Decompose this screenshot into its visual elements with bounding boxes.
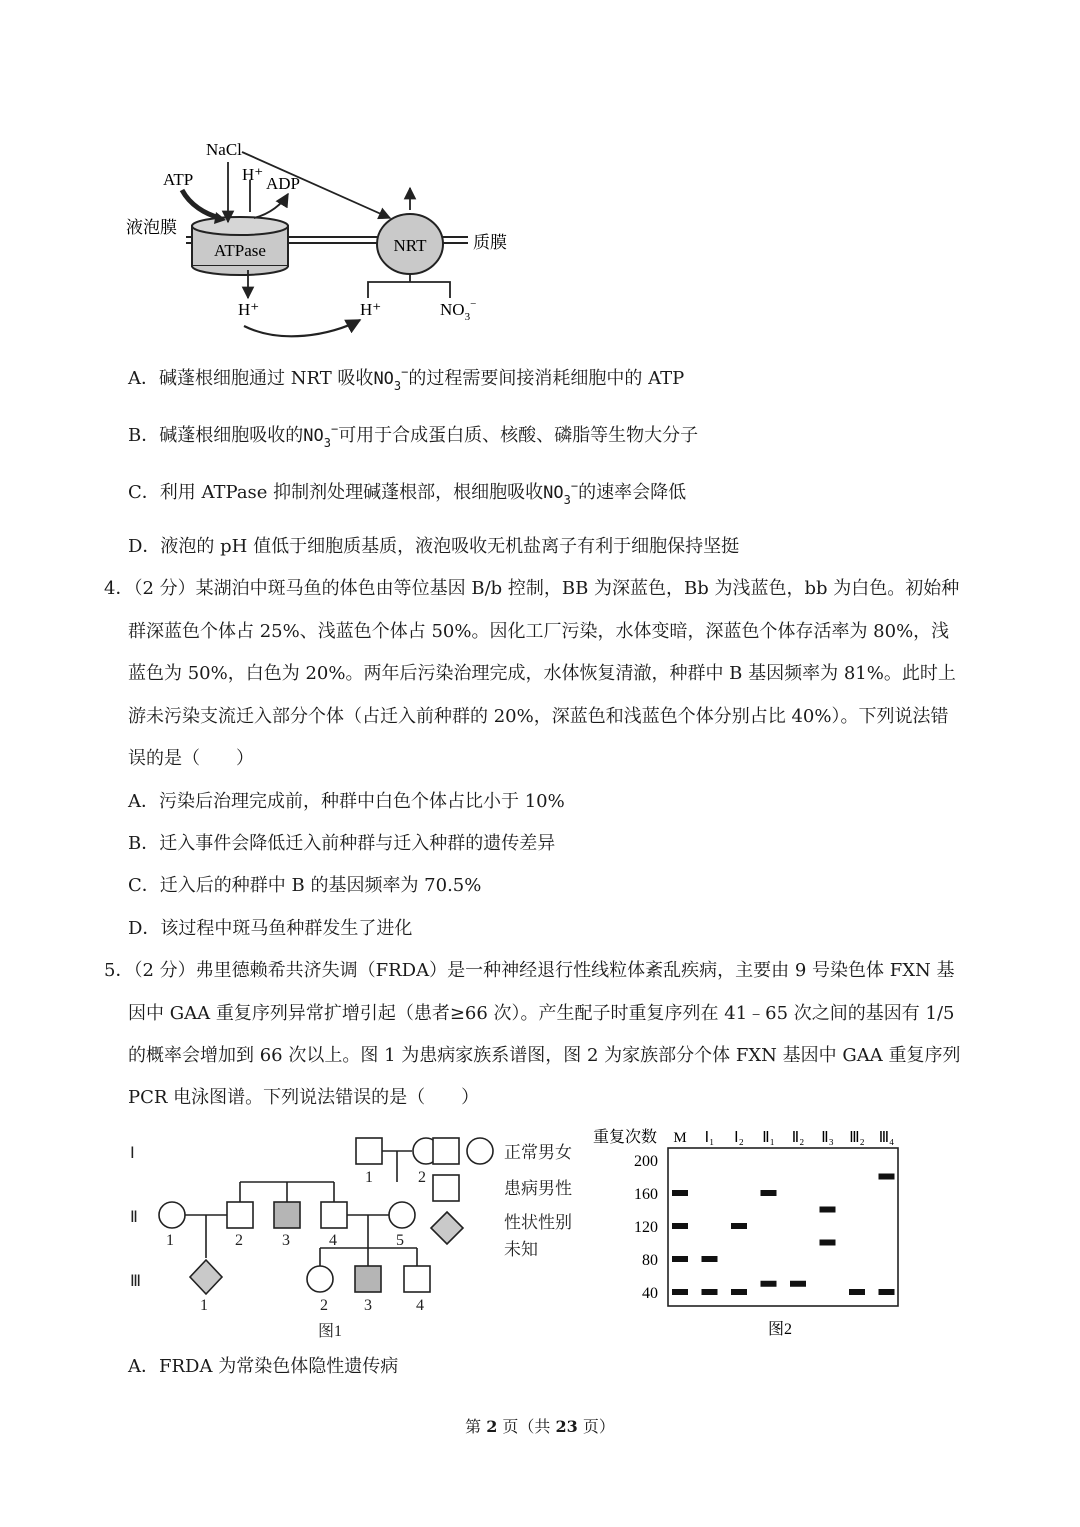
label-III-2: 2 xyxy=(320,1297,328,1314)
gel-lane-label: Ⅱ₂ xyxy=(791,1130,805,1146)
no3-formula: $NO_3^-$ xyxy=(543,479,579,507)
h-transfer-arrow xyxy=(244,320,360,336)
gel-band xyxy=(731,1223,747,1229)
label-II-3: 3 xyxy=(282,1232,290,1249)
legend-affected-male-icon xyxy=(433,1175,459,1201)
membrane-transport-figure xyxy=(120,130,540,345)
h-top-label: H⁺ xyxy=(242,165,264,184)
no3-label: $NO_3^-$ xyxy=(440,298,477,323)
h-bottom-right-label: H⁺ xyxy=(360,300,382,319)
q4-stem-line-5: 误的是（ ） xyxy=(128,748,254,769)
gel-lane-label: Ⅰ₁ xyxy=(704,1130,715,1146)
gel-ytick-label: 200 xyxy=(634,1153,658,1170)
gel-band xyxy=(879,1174,895,1180)
gen-II-label: Ⅱ xyxy=(130,1209,138,1226)
gel-band xyxy=(672,1289,688,1295)
q3-option-c: C．利用 ATPase 抑制剂处理碱蓬根部，根细胞吸收$NO_3^-$的速率会降低 xyxy=(128,479,687,507)
q5-stem-line-3: 的概率会增加到 66 次以上。图 1 为患病家族系谱图，图 2 为家族部分个体 FXN 基因中 GAA 重复序列 xyxy=(128,1045,961,1066)
pedigree-II-4-male xyxy=(321,1202,347,1228)
gel-lane-label: Ⅲ₂ xyxy=(849,1130,865,1146)
label-III-1: 1 xyxy=(200,1297,208,1314)
legend-normal-female-icon xyxy=(467,1138,493,1164)
q4-stem-line-1: 4．（2 分）某湖泊中斑马鱼的体色由等位基因 B/b 控制，BB 为深蓝色，Bb 为浅蓝色，bb 为白色。初始种 xyxy=(104,578,960,599)
page-footer: 第 2 页（共 23 页） xyxy=(465,1417,615,1436)
gel-band xyxy=(820,1240,836,1246)
gen-I-label: Ⅰ xyxy=(130,1145,135,1162)
h-bottom-left-label: H⁺ xyxy=(238,300,260,319)
q5-stem-line-4: PCR 电泳图谱。下列说法错误的是（ ） xyxy=(128,1087,480,1108)
gel-band xyxy=(790,1281,806,1287)
nacl-label: NaCl xyxy=(206,140,242,159)
pedigree-II-2-male xyxy=(227,1202,253,1228)
no3-formula: $NO_3^-$ xyxy=(303,422,339,450)
gel-lane-label: Ⅰ₂ xyxy=(734,1130,744,1146)
label-II-4: 4 xyxy=(329,1232,337,1249)
gel-band xyxy=(672,1223,688,1229)
label-II-2: 2 xyxy=(235,1232,243,1249)
adp-label: ADP xyxy=(266,174,301,193)
atpase-pump xyxy=(192,217,288,275)
pedigree-III-3-affected-male xyxy=(355,1266,381,1292)
legend-unknown-icon xyxy=(431,1212,463,1244)
label-II-1: 1 xyxy=(166,1232,174,1249)
gel-lane-label: Ⅲ₄ xyxy=(878,1130,895,1146)
q4-option-c: C．迁入后的种群中 B 的基因频率为 70.5% xyxy=(128,875,482,896)
page-total: 23 xyxy=(555,1417,578,1436)
label-III-4: 4 xyxy=(416,1297,424,1314)
plasma-membrane-label: 质膜 xyxy=(473,233,507,252)
gel-electrophoresis-chart xyxy=(590,1120,920,1350)
atp-curve-arrow xyxy=(182,190,220,218)
gel-band xyxy=(702,1289,718,1295)
q4-option-a: A．污染后治理完成前，种群中白色个体占比小于 10% xyxy=(128,791,565,812)
pedigree-II-5-female xyxy=(389,1202,415,1228)
atp-label: ATP xyxy=(163,170,194,189)
q3-option-a: A．碱蓬根细胞通过 NRT 吸收$NO_3^-$的过程需要间接消耗细胞中的 ATP xyxy=(128,365,685,393)
vacuole-membrane-label: 液泡膜 xyxy=(126,218,177,237)
gel-ylabel: 重复次数 xyxy=(593,1129,658,1146)
pedigree-III-4-male xyxy=(404,1266,430,1292)
gel-band xyxy=(702,1256,718,1262)
adp-curve-arrow xyxy=(254,194,288,218)
pedigree-I-1-male xyxy=(356,1138,382,1164)
pedigree-figure xyxy=(120,1120,600,1350)
q5-option-a: A．FRDA 为常染色体隐性遗传病 xyxy=(128,1356,399,1377)
q3-option-b: B．碱蓬根细胞吸收的$NO_3^-$可用于合成蛋白质、核酸、磷脂等生物大分子 xyxy=(128,422,699,450)
pedigree-III-2-female xyxy=(307,1266,333,1292)
q4-stem-line-3: 蓝色为 50%，白色为 20%。两年后污染治理完成，水体恢复清澈，种群中 B 基因频率为 81%。此时上 xyxy=(128,663,956,684)
pedigree-II-1-female xyxy=(159,1202,185,1228)
gel-band xyxy=(731,1289,747,1295)
gel-band xyxy=(672,1256,688,1262)
gel-band xyxy=(761,1281,777,1287)
legend-affected-label: 患病男性 xyxy=(504,1179,572,1198)
gel-band xyxy=(879,1289,895,1295)
fig2-caption: 图2 xyxy=(768,1321,793,1338)
gel-ytick-label: 120 xyxy=(634,1219,658,1236)
no3-formula: $NO_3^-$ xyxy=(373,365,409,393)
fig1-caption: 图1 xyxy=(318,1323,343,1340)
label-III-3: 3 xyxy=(364,1297,372,1314)
nrt-label: NRT xyxy=(393,236,427,255)
legend-normal-label: 正常男女 xyxy=(504,1143,572,1162)
gel-band xyxy=(820,1207,836,1213)
gel-lane-label: M xyxy=(673,1130,687,1146)
gel-band xyxy=(761,1190,777,1196)
gel-lane-label: Ⅱ₁ xyxy=(762,1130,775,1146)
gel-band xyxy=(672,1190,688,1196)
gel-ytick-label: 160 xyxy=(634,1186,658,1203)
q4-stem-line-4: 游未污染支流迁入部分个体（占迁入前种群的 20%，深蓝色和浅蓝色个体分别占比 40%）。下列说法错 xyxy=(128,706,949,727)
pedigree-III-1-unknown xyxy=(190,1260,222,1294)
nrt-transporter xyxy=(377,214,443,274)
gel-band xyxy=(849,1289,865,1295)
q3-option-d: D．液泡的 pH 值低于细胞质基质，液泡吸收无机盐离子有利于细胞保持坚挺 xyxy=(128,536,740,557)
legend-unknown-label-2: 未知 xyxy=(504,1240,538,1259)
legend-normal-male-icon xyxy=(433,1138,459,1164)
nacl-to-nrt-arrow xyxy=(242,152,390,218)
atpase-label: ATPase xyxy=(214,241,266,260)
label-II-5: 5 xyxy=(396,1232,404,1249)
q4-stem-line-2: 群深蓝色个体占 25%、浅蓝色个体占 50%。因化工厂污染，水体变暗，深蓝色个体存活率为 80%，浅 xyxy=(128,621,950,642)
pedigree-II-3-affected-male xyxy=(274,1202,300,1228)
page-number: 2 xyxy=(486,1417,498,1436)
gel-lane-label: Ⅱ₃ xyxy=(821,1130,834,1146)
label-I-1: 1 xyxy=(365,1169,373,1186)
gen-III-label: Ⅲ xyxy=(130,1273,142,1290)
gel-ytick-label: 40 xyxy=(642,1285,658,1302)
q5-stem-line-1: 5．（2 分）弗里德赖希共济失调（FRDA）是一种神经退行性线粒体紊乱疾病，主要由 9 号染色体 FXN 基 xyxy=(104,960,955,981)
q4-option-b: B．迁入事件会降低迁入前种群与迁入种群的遗传差异 xyxy=(128,833,556,854)
label-I-2: 2 xyxy=(418,1169,426,1186)
gel-ytick-label: 80 xyxy=(642,1252,658,1269)
gel-frame xyxy=(668,1148,898,1306)
q4-option-d: D．该过程中斑马鱼种群发生了进化 xyxy=(128,918,413,939)
legend-unknown-label-1: 性状性别 xyxy=(504,1213,572,1232)
q5-stem-line-2: 因中 GAA 重复序列异常扩增引起（患者≥66 次）。产生配子时重复序列在 41﹣65 次之间的基因有 1/5 xyxy=(128,1003,955,1024)
